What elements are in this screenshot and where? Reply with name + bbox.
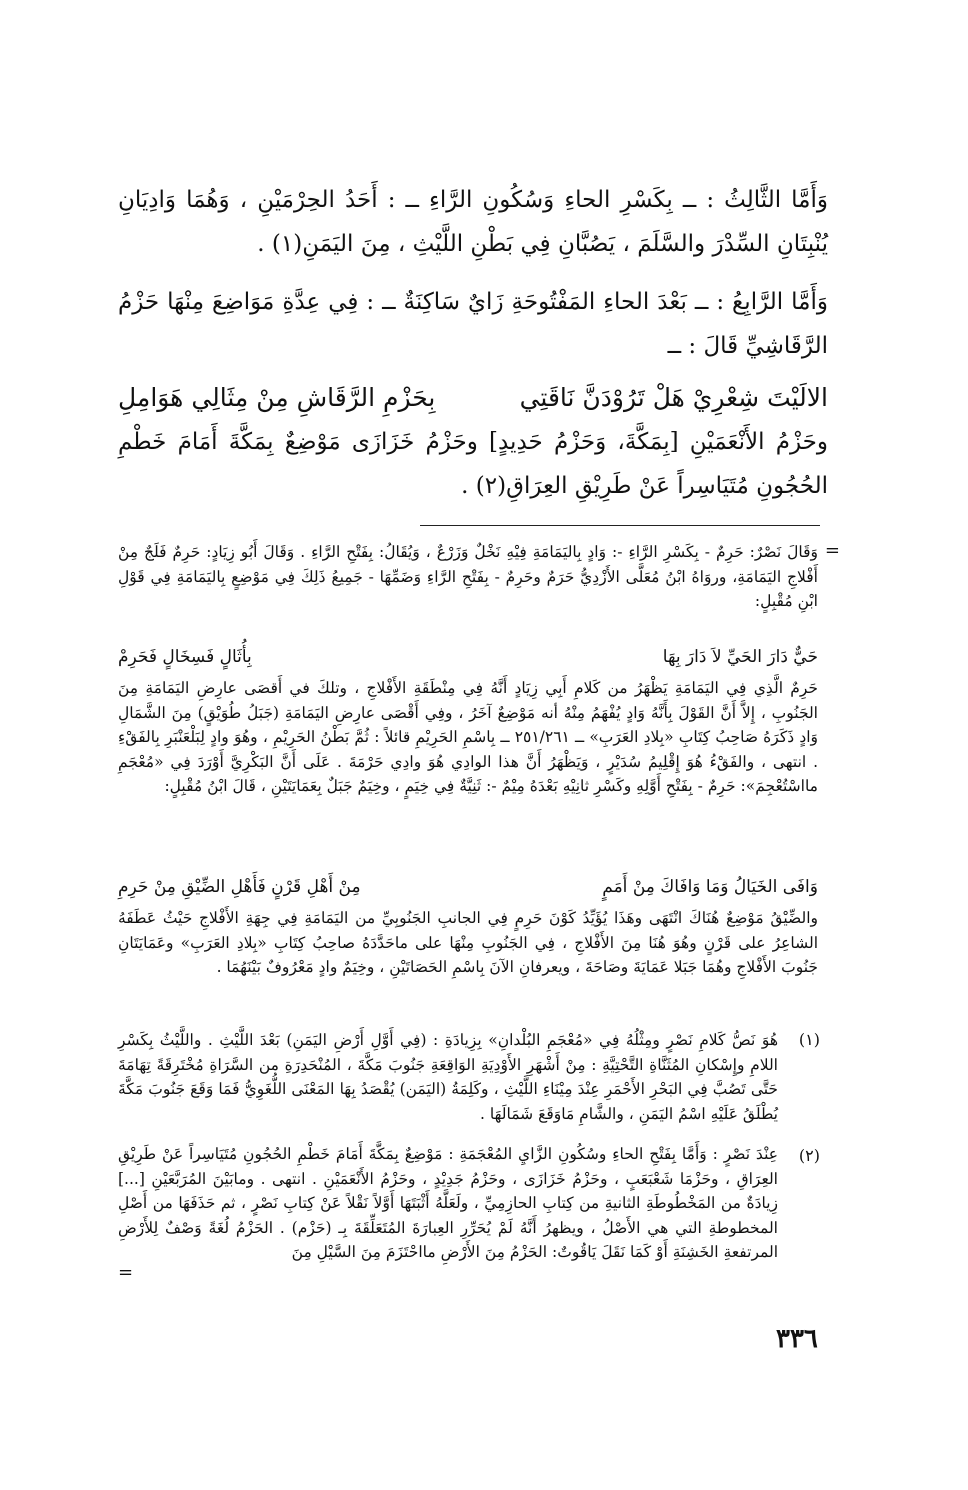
footnote-verse-1	[118, 642, 818, 672]
footnote-verse-2-second: مِنْ أَهْلِ قَرْنٍ فَأَهْلِ الضِّيْقِ مِنْ حَرِمِ	[118, 877, 361, 897]
footnote-1: هُوَ نَصُّ كَلامِ نَصْرٍ ومِثْلُهُ فِي «مُعْجَمِ البُلْدانِ» بِزِيادَةِ : (فِي أَوَّلِ أَرْضِ اليَمَنِ) بَعْدَ اللَّيْثِ . واللَّيْثُ بِكَسْرِ اللامِ وإِسْكانِ المُثَنَّاةِ التَّحْتِيَّةِ : مِنْ أَشْهَرِ الأَوْدِيَةِ الوَاقِعَةِ جَنُوبَ مَكَّةَ ، المُنْحَدِرَةِ من السَّرَاةِ مُخْتَرِقَةً تِهَامَةَ حَتَّى تَصُبَّ فِي البَحْرِ الأَحْمَرِ عِنْدَ مِيْنَاءِ اللَّيْثِ ، وكَلِمَةُ (اليَمَن) يُقْصَدُ بِهَا المَعْنَى اللُّغَوِيُّ فَمَا وَقَعَ جَنُوبَ مَكَّةَ يُطْلَقُ عَلَيْهِ اسْمُ اليَمَنِ ، والشَّامِ مَاوَقَعَ شَمَالَهَا .	[118, 1031, 778, 1123]
footnote-2-number: (٢)	[798, 1146, 820, 1165]
verse-first-hemistich: الالَيْتَ شِعْرِيْ هَلْ تَرُوْدَنَّ نَاقَتِي	[519, 383, 828, 412]
footnote-continuation-c: والضِّيْقُ مَوْضِعٌ هُنَاكَ انْتَهَى وهَذَا يُؤَيِّدُ كَوْنَ حَرِمٍ فِي الجانبِ الجَنُوبِيِّ من اليَمَامَةِ فِي جِهَةِ الأَفْلاجِ حَيْثُ عَطَفَهُ الشاعِرُ على قَرْنٍ وهُوَ هُنَا مِنَ الأَفْلاجِ ، فِي الجَنُوبِ مِنْهَا على ماحَدَّدَهُ صاحِبُ كِتَابِ «بِلادِ العَرَبِ» وعَمَايَتَانِ جَنُوبَ الأَفْلاجِ وهُمَا جَبَلا عَمَايَةَ وصَاحَةَ ، ويعرفانِ الآنَ بِاسْمِ الحَصَاتَيْنِ ، وخِيَمٌ وادٍ مَعْرُوفٌ بَيْنَهُمَا .	[118, 909, 818, 976]
verse-second-hemistich: بِحَزْمِ الرَّقَاشِ مِنْ مِثَالِي هَوَامِلِ	[118, 383, 436, 412]
footnote-verse-1-second: بِأُثَالٍ فَسِخَالٍ فَحَرِمْ	[118, 647, 252, 667]
continuation-marker-top: =	[824, 540, 840, 561]
footnote-verse-2	[118, 872, 818, 902]
footnote-separator	[420, 525, 820, 526]
footnote-continuation-b: حَرِمٌ الَّذِي فِي اليَمَامَةِ يَظْهَرُ من كَلامِ أَبِي زِيَادٍ أَنَّهُ فِي مِنْطَقَةِ الأَفْلاجِ ، وتلكَ في أَقصَى عارِضِ اليَمَامَةِ مِنَ الجَنُوبِ ، إِلاَّ أَنَّ القَوْلَ بِأَنَّهُ وَادٍ يُفْهَمُ مِنْهُ أنه مَوْضِعٌ آخَرُ ، وفِي أَقْصَى عارِضِ اليَمَامَةِ (جَبَلُ طُوَيْقٍ) مِنَ الشَّمَالِ وَادٍ ذَكَرَهُ صَاحِبُ كِتَابِ «بِلادِ العَرَبِ» ــ ٢٥١/٢٦١ ــ بِاسْمِ الحَرِيْمِ قائلاً : ثُمَّ بَطْنُ الحَرِيْمِ ، وهُوَ وادٍ لِبَلْعَنْبَرِ بِالفَقْءِ . انتهى ، والفَقْءُ هُوَ إِقْلِيمُ سُدَيْرٍ ، وَيَظْهَرُ أَنَّ هذا الوادِي هُوَ وادِي حَرْمَةَ . عَلَى أَنَّ البَكْرِيَّ أَوْرَدَ فِي «مُعْجَمِ مااسْتُعْجِمَ»: حَرِمٌ - بِفَتْحِ أَوَّلِهِ وكَسْرِ ثانِيْهِ بَعْدَهُ مِيْمٌ -: ثَنِيَّةٌ فِي خِيَمٍ ، وخِيَمٌ جَبَلٌ بِعَمَايَتَيْنِ ، قَالَ ابْنُ مُقْبِلٍ:	[118, 679, 819, 795]
footnote-verse-2-first: وَافَى الخَيَالُ وَمَا وَافَاكَ مِنْ أَمَمٍ	[602, 877, 818, 897]
footnote-1-number: (١)	[798, 1030, 820, 1049]
main-paragraph-1: وَأَمَّا الثَّالِثُ : ــ بِكَسْرِ الحاءِ وَسُكُونِ الرَّاءِ ــ : أَحَدُ الحِرْمَيْنِ ، وَهُمَا وَادِيَانِ يُنْبِتَانِ السِّدْرَ والسَّلَمَ ، يَصُبَّانِ فِي بَطْنِ اللَّيْثِ ، مِنَ اليَمَنِ(١) .	[118, 187, 828, 257]
main-paragraph-2: وَأَمَّا الرَّابِعُ : ــ بَعْدَ الحاءِ المَفْتُوحَةِ زَايٌ سَاكِنَةٌ ــ : فِي عِدَّةِ مَوَاضِعَ مِنْهَا حَزْمُ الرَّقَاشِيِّ قَالَ : ــ	[118, 289, 828, 359]
footnote-verse-1-first: حَيٌّ دَارَ الحَيِّ لاَ دَارَ بِهَا	[662, 647, 818, 667]
main-verse	[118, 376, 828, 420]
page-number: ٣٣٦	[776, 1324, 818, 1354]
footnote-continuation-a: وَقَالَ نَصْرٌ: حَرِمٌ - بِكَسْرِ الرَّاءِ -: وَادٍ بِاليَمَامَةِ فِيْهِ نَخْلٌ وَزَرْعٌ ، وَيُقَالُ: بِفَتْحِ الرَّاءِ . وَقَالَ أَبُو زِيَادٍ: حَرِمٌ فَلَجٌ مِنْ أَفْلاجِ اليَمَامَةِ، وروَاهُ ابْنُ مُعَلَّى الأَزْدِيُّ حَرَمٌ وحَرِمٌ - بِفَتْحِ الرَّاءِ وَضَمِّهَا - جَمِيعُ ذَلِكَ فِي مَوْضِعٍ بِاليَمَامَةِ فِي قَوْلِ ابْنِ مُقْبِلٍ:	[118, 543, 818, 610]
main-paragraph-3: وحَزْمُ الأَنْعَمَيْنِ [بِمَكَّةَ، وَحَزْمُ حَدِيدٍ] وحَزْمُ خَزَازَى مَوْضِعٌ بِمَكَّةَ أَمَامَ خَطْمِ الحُجُونِ مُتَيَاسِراً عَنْ طَرِيْقِ العِرَاقِ(٢) .	[118, 429, 828, 499]
footnote-2: عِنْدَ نَصْرٍ : وَأَمَّا بِفَتْحِ الحاءِ وسُكُونِ الزَّايِ المُعْجَمَةِ : مَوْضِعٌ بِمَكَّةَ أَمَامَ خَطْمِ الحُجُونِ مُتَيَاسِراً عَنْ طَرِيْقِ العِرَاقِ ، وحَزْمَا شَعْبَعَبٍ ، وحَزْمُ خَزَازَى ، وحَزْمُ جَدِيْدٍ ، وحَزْمُ الأَنْعَمَيْنِ . انتهى . ومابَيْنَ المُرَبَّعَيْنِ [...] زِيادَةٌ من المَخْطُوطَةِ الثانيةِ من كِتابِ الحازِمِيِّ ، ولَعَلَّهُ أَثْبَتَهَا أَوَّلاً نَقْلاً عَنْ كِتابِ نَصْرٍ ، ثم حَذَفَهَا من أَصْلِ المخطوطةِ التي هي الأَصْلُ ، ويظهرُ أَنَّهُ لَمْ يُحَرِّرِ العِبارَةَ المُتَعَلِّقَةَ بِـ (حَزْم) . الحَزْمُ لُغَةً وَصْفٌ لِلأَرْضِ المرتفعةِ الخَشِنَةِ أَوْ كَمَا نَقَلَ يَاقُوتٌ: الحَزْمُ مِنَ الأَرْضِ مااحْتَزَمَ مِنَ السَّيْلِ مِنَ	[118, 1145, 778, 1261]
continuation-marker-bottom: =	[118, 1262, 134, 1283]
